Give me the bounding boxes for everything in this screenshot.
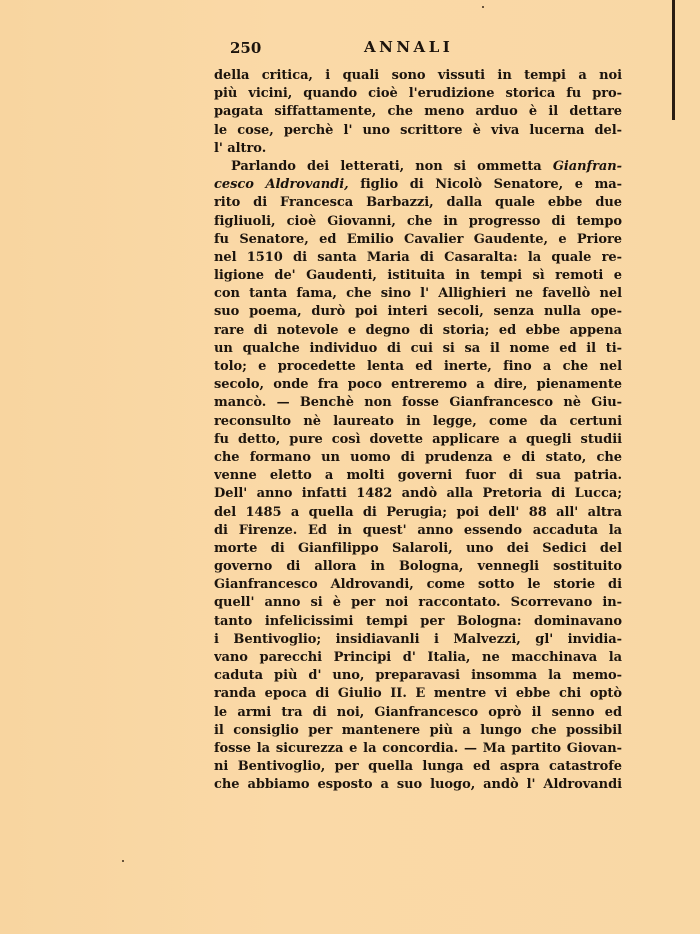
text-line xyxy=(214,158,622,176)
text-line: quell' anno si è per noi raccontato. Scorrevano in- xyxy=(214,595,622,611)
text-line: un qualche individuo di cui si sa il nome ed il ti- xyxy=(214,340,622,356)
text-line: con tanta fama, che sino l' Allighieri ne favellò nel xyxy=(214,286,622,302)
text-line: reconsulto nè laureato in legge, come da certuni xyxy=(214,413,622,429)
text-line: che abbiamo esposto a suo luogo, andò l' Aldrovandi xyxy=(214,777,622,793)
text-line: caduta più d' uno, preparavasi insomma la memo- xyxy=(214,668,622,684)
text-line: secolo, onde fra poco entreremo a dire, pienamente xyxy=(214,377,622,393)
text-segment: figlio di Nicolò Senatore, e ma- xyxy=(348,177,622,193)
text-line: venne eletto a molti governi fuor di sua patria. xyxy=(214,468,622,484)
text-line: randa epoca di Giulio II. E mentre vi ebbe chi optò xyxy=(214,686,622,702)
text-line: le armi tra di noi, Gianfrancesco oprò il senno ed xyxy=(214,704,622,720)
text-line: che formano un uomo di prudenza e di stato, che xyxy=(214,449,622,465)
text-line: Dell' anno infatti 1482 andò alla Pretoria di Lucca; xyxy=(214,486,622,502)
text-line: del 1485 a quella di Perugia; poi dell' 88 all' altra xyxy=(214,504,622,520)
text-line: governo di allora in Bologna, vennegli sostituito xyxy=(214,559,622,575)
running-title: ANNALI xyxy=(364,38,454,56)
text-line xyxy=(214,176,622,194)
text-line: più vicini, quando cioè l'erudizione storica fu pro- xyxy=(214,86,622,102)
text-line: i Bentivoglio; insidiavanli i Malvezzi, gl' invidia- xyxy=(214,631,622,647)
text-line: fu Senatore, ed Emilio Cavalier Gaudente, e Priore xyxy=(214,231,622,247)
text-line: della critica, i quali sono vissuti in tempi a noi xyxy=(214,68,622,83)
text-line: l' altro. xyxy=(214,140,267,156)
italic-name: Gianfran- xyxy=(552,158,622,174)
text-line: vano parecchi Principi d' Italia, ne macchinava la xyxy=(214,650,622,665)
text-line: rare di notevole e degno di storia; ed ebbe appena xyxy=(214,322,622,338)
paper-speck xyxy=(482,6,484,8)
page-number: 250 xyxy=(230,39,262,57)
page-header xyxy=(214,39,622,59)
paper-speck xyxy=(122,860,124,862)
text-line: fosse la sicurezza e la concordia. — Ma partito Giovan- xyxy=(214,740,622,756)
text-segment: Parlando dei letterati, non si ommetta xyxy=(231,158,553,174)
text-line: figliuoli, cioè Giovanni, che in progresso di tempo xyxy=(214,213,622,229)
text-line: di Firenze. Ed in quest' anno essendo accaduta la xyxy=(214,522,622,538)
italic-name: cesco Aldrovandi, xyxy=(214,177,349,193)
text-line: mancò. — Benchè non fosse Gianfrancesco nè Giu- xyxy=(214,395,622,411)
page-edge-shadow xyxy=(672,0,675,120)
text-line: tanto infelicissimi tempi per Bologna: dominavano xyxy=(214,613,622,629)
text-line: il consiglio per mantenere più a lungo che possibil xyxy=(214,722,622,738)
text-line: nel 1510 di santa Maria di Casaralta: la quale re- xyxy=(214,249,622,265)
text-line: rito di Francesca Barbazzi, dalla quale ebbe due xyxy=(214,195,622,211)
text-line: ni Bentivoglio, per quella lunga ed aspra catastrofe xyxy=(214,759,622,775)
text-line: Gianfrancesco Aldrovandi, come sotto le storie di xyxy=(214,577,622,593)
body-text xyxy=(214,67,622,795)
text-line: suo poema, durò poi interi secoli, senza nulla ope- xyxy=(214,304,622,320)
text-line: le cose, perchè l' uno scrittore è viva lucerna del- xyxy=(214,122,622,138)
text-line: fu detto, pure così dovette applicare a quegli studii xyxy=(214,431,622,447)
text-line: pagata siffattamente, che meno arduo è il dettare xyxy=(214,104,622,120)
text-line: tolo; e procedette lenta ed inerte, fino a che nel xyxy=(214,359,622,374)
text-line: ligione de' Gaudenti, istituita in tempi sì remoti e xyxy=(214,268,622,284)
text-line: morte di Gianfilippo Salaroli, uno dei Sedici del xyxy=(214,540,622,556)
